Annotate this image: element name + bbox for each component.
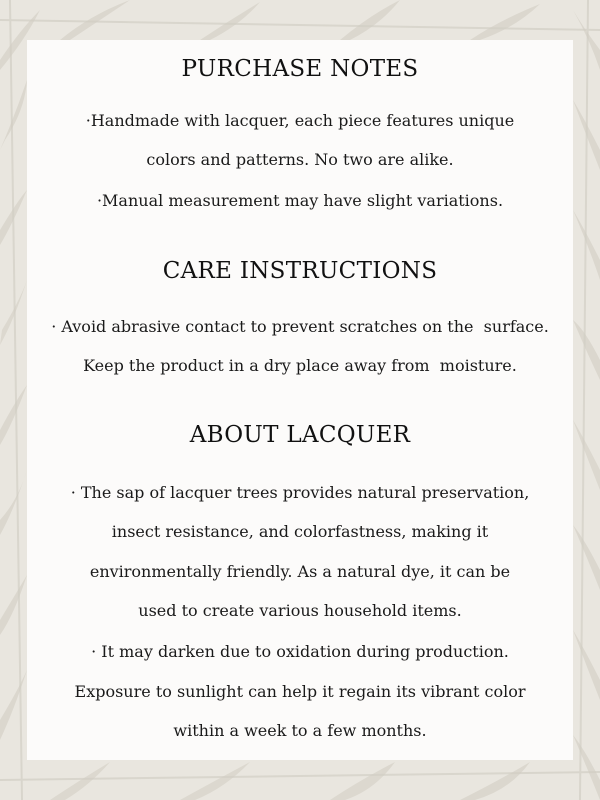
purchase-notes-line: ·Manual measurement may have slight variations. <box>96 191 504 210</box>
about-lacquer-line: environmentally friendly. As a natural dye, it can be <box>89 562 511 581</box>
about-lacquer-line: insect resistance, and colorfastness, making it <box>111 522 489 541</box>
purchase-notes-line: ·Handmade with lacquer, each piece features unique <box>85 111 515 130</box>
care-instructions-line: · Avoid abrasive contact to prevent scratches on the surface. <box>51 317 549 336</box>
purchase-notes-line: colors and patterns. No two are alike. <box>146 150 454 169</box>
about-lacquer-line: Exposure to sunlight can help it regain its vibrant color <box>74 682 526 701</box>
about-lacquer-title: ABOUT LACQUER <box>189 422 411 448</box>
about-lacquer-line: · The sap of lacquer trees provides natural preservation, <box>70 483 530 502</box>
about-lacquer-line: used to create various household items. <box>138 601 462 620</box>
care-instructions-title: CARE INSTRUCTIONS <box>162 258 438 284</box>
purchase-notes-title: PURCHASE NOTES <box>181 56 419 82</box>
info-card <box>27 40 573 760</box>
about-lacquer-line: · It may darken due to oxidation during production. <box>91 642 509 661</box>
care-instructions-line: Keep the product in a dry place away from moisture. <box>83 356 517 375</box>
about-lacquer-line: within a week to a few months. <box>173 721 427 740</box>
